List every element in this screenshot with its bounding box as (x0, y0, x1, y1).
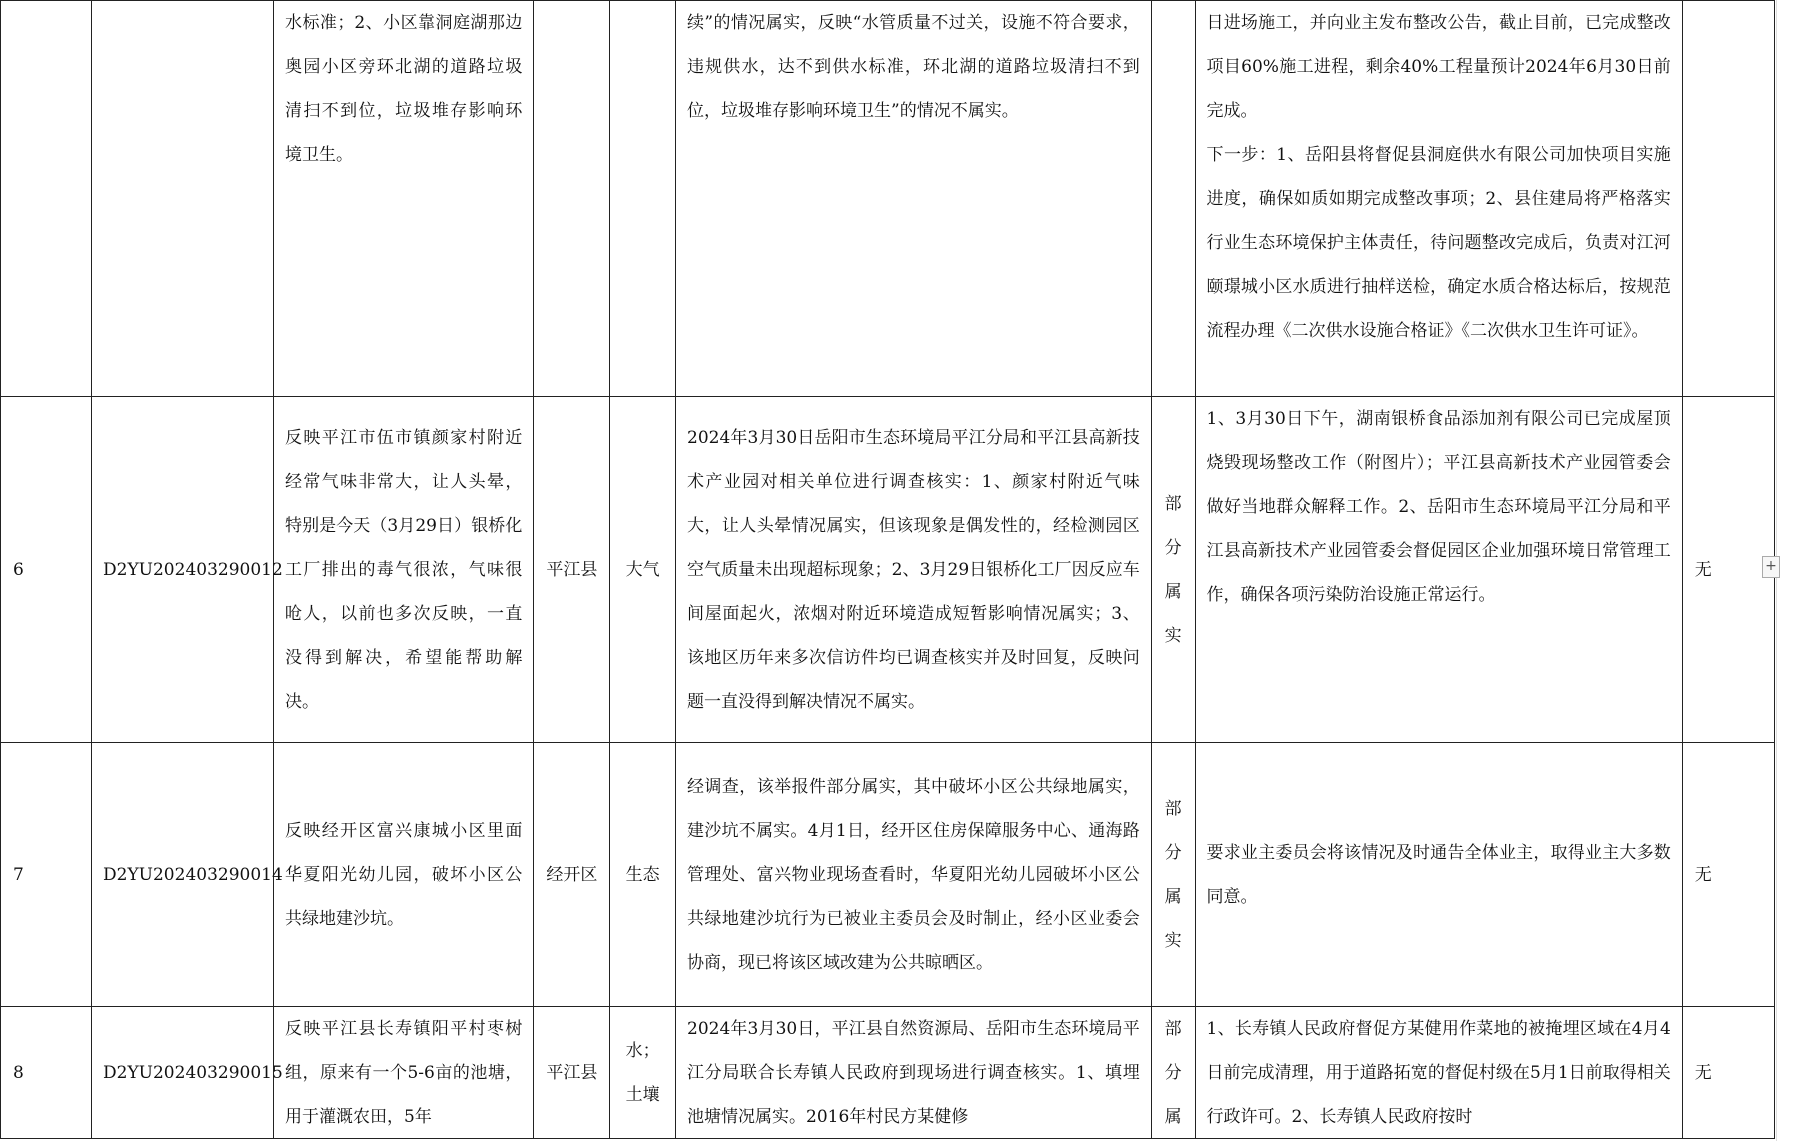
pollution-type-cell (610, 1007, 676, 1139)
case-code-cell: D2YU202403290012 (92, 397, 274, 743)
table-row (1, 1, 1775, 397)
plus-icon[interactable]: + (1762, 556, 1780, 578)
table-row (1, 743, 1775, 1007)
complaint-cell: 反映经开区富兴康城小区里面华夏阳光幼儿园，破坏小区公共绿地建沙坑。 (274, 743, 534, 1007)
handling-cell: 1、3月30日下午，湖南银桥食品添加剂有限公司已完成屋顶烧毁现场整改工作（附图片）；平江县高新技术产业园管委会做好当地群众解释工作。2、岳阳市生态环境局平江分局和平江县高新技术产业园管委会督促园区企业加强环境日常管理工作，确保各项污染防治设施正常运行。 (1195, 397, 1682, 743)
result-cell: 部分属实 (1151, 743, 1195, 1007)
pollution-type-cell: 生态 (610, 743, 676, 1007)
case-code-cell: D2YU202403290014 (92, 743, 274, 1007)
pollution-type-line: 水； (625, 1040, 660, 1061)
verification-cell: 经调查，该举报件部分属实，其中破坏小区公共绿地属实，建沙坑不属实。4月1日，经开区住房保障服务中心、通海路管理处、富兴物业现场查看时，华夏阳光幼儿园破坏小区公共绿地建沙坑行为已被业主委员会及时制止，经小区业委会协商，现已将该区域改建为公共晾晒区。 (676, 743, 1152, 1007)
table-row (1, 397, 1775, 743)
area-cell (534, 1, 610, 397)
area-cell: 平江县 (534, 397, 610, 743)
area-cell: 经开区 (534, 743, 610, 1007)
pollution-type-line: 土壤 (625, 1084, 660, 1105)
handling-cell: 1、长寿镇人民政府督促方某健用作菜地的被掩埋区域在4月4日前完成清理，用于道路拓宽的督促村级在5月1日前取得相关行政许可。2、长寿镇人民政府按时 (1195, 1007, 1682, 1139)
case-code-cell: D2YU202403290015 (92, 1007, 274, 1139)
result-cell: 部分属实 (1151, 397, 1195, 743)
accountability-cell: 无 (1682, 1007, 1774, 1139)
verification-cell: 2024年3月30日岳阳市生态环境局平江分局和平江县高新技术产业园对相关单位进行调查核实：1、颜家村附近气味大，让人头晕情况属实，但该现象是偶发性的，经检测园区空气质量未出现超标现象；2、3月29日银桥化工厂因反应车间屋面起火，浓烟对附近环境造成短暂影响情况属实；3、该地区历年来多次信访件均已调查核实并及时回复，反映问题一直没得到解决情况不属实。 (676, 397, 1152, 743)
accountability-cell: 无 (1682, 397, 1774, 743)
pollution-type-cell: 大气 (610, 397, 676, 743)
area-cell: 平江县 (534, 1007, 610, 1139)
accountability-cell (1682, 1, 1774, 397)
row-number-cell (1, 1, 92, 397)
row-number-cell: 6 (1, 397, 92, 743)
complaint-cell: 反映平江市伍市镇颜家村附近经常气味非常大，让人头晕，特别是今天（3月29日）银桥化工厂排出的毒气很浓，气味很呛人，以前也多次反映，一直没得到解决，希望能帮助解决。 (274, 397, 534, 743)
result-cell: 部分属 (1151, 1007, 1195, 1139)
verification-cell: 2024年3月30日，平江县自然资源局、岳阳市生态环境局平江分局联合长寿镇人民政府到现场进行调查核实。1、填埋池塘情况属实。2016年村民方某健修 (676, 1007, 1152, 1139)
case-code-cell (92, 1, 274, 397)
result-cell (1151, 1, 1195, 397)
handling-cell: 要求业主委员会将该情况及时通告全体业主，取得业主大多数同意。 (1195, 743, 1682, 1007)
complaint-cell: 反映平江县长寿镇阳平村枣树组，原来有一个5-6亩的池塘，用于灌溉农田，5年 (274, 1007, 534, 1139)
complaint-cell: 水标准；2、小区靠洞庭湖那边奥园小区旁环北湖的道路垃圾清扫不到位，垃圾堆存影响环境卫生。 (274, 1, 534, 397)
pollution-type-cell (610, 1, 676, 397)
table-row (1, 1007, 1775, 1139)
verification-cell: 续”的情况属实，反映“水管质量不过关，设施不符合要求，违规供水，达不到供水标准，环北湖的道路垃圾清扫不到位，垃圾堆存影响环境卫生”的情况不属实。 (676, 1, 1152, 397)
handling-cell: 日进场施工，并向业主发布整改公告，截止目前，已完成整改项目60%施工进程，剩余40%工程量预计2024年6月30日前完成。 下一步：1、岳阳县将督促县洞庭供水有限公司加快项目实施进度，确保如质如期完成整改事项；2、县住建局将严格落实行业生态环境保护主体责任，待问题整改完成后，负责对江河颐璟城小区水质进行抽样送检，确定水质合格达标后，按规范流程办理《二次供水设施合格证》《二次供水卫生许可证》。 (1195, 1, 1682, 397)
row-number-cell: 8 (1, 1007, 92, 1139)
accountability-cell: 无 (1682, 743, 1774, 1007)
row-number-cell: 7 (1, 743, 92, 1007)
